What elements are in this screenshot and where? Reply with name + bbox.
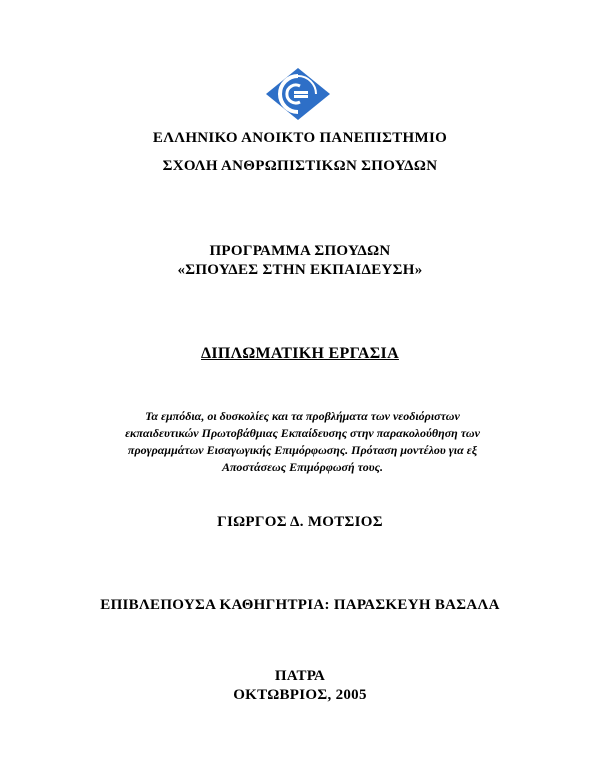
thesis-title <box>100 408 505 476</box>
place: ΠΑΤΡΑ <box>274 668 326 684</box>
school-name: ΣΧΟΛΗ ΑΝΘΡΩΠΙΣΤΙΚΩΝ ΣΠΟΥΔΩΝ <box>162 158 438 174</box>
university-name: ΕΛΛΗΝΙΚΟ ΑΝΟΙΚΤΟ ΠΑΝΕΠΙΣΤΗΜΙΟ <box>152 130 448 146</box>
program-label: ΠΡΟΓΡΑΜΜΑ ΣΠΟΥΔΩΝ <box>209 243 391 259</box>
supervisor: ΕΠΙΒΛΕΠΟΥΣΑ ΚΑΘΗΓΗΤΡΙΑ: ΠΑΡΑΣΚΕΥΗ ΒΑΣΑΛΑ <box>100 597 500 613</box>
thesis-title-line: εκπαιδευτικών Πρωτοβάθμιας Εκπαίδευσης στην παρακολούθηση των <box>125 426 480 440</box>
thesis-type: ΔΙΠΛΩΜΑΤΙΚΗ ΕΡΓΑΣΙΑ <box>201 345 399 362</box>
thesis-title-line: Αποστάσεως Επιμόρφωσή τους. <box>222 460 383 474</box>
university-logo-icon <box>264 66 332 122</box>
author-name: ΓΙΩΡΓΟΣ Δ. ΜΟΤΣΙΟΣ <box>217 514 383 530</box>
date: ΟΚΤΩΒΡΙΟΣ, 2005 <box>233 687 367 703</box>
thesis-title-line: προγραμμάτων Εισαγωγικής Επιμόρφωσης. Πρόταση μοντέλου για εξ <box>127 443 478 457</box>
program-name: «ΣΠΟΥΔΕΣ ΣΤΗΝ ΕΚΠΑΙΔΕΥΣΗ» <box>177 262 423 278</box>
thesis-title-line: Τα εμπόδια, οι δυσκολίες και τα προβλήματα των νεοδιόριστων <box>145 409 460 423</box>
